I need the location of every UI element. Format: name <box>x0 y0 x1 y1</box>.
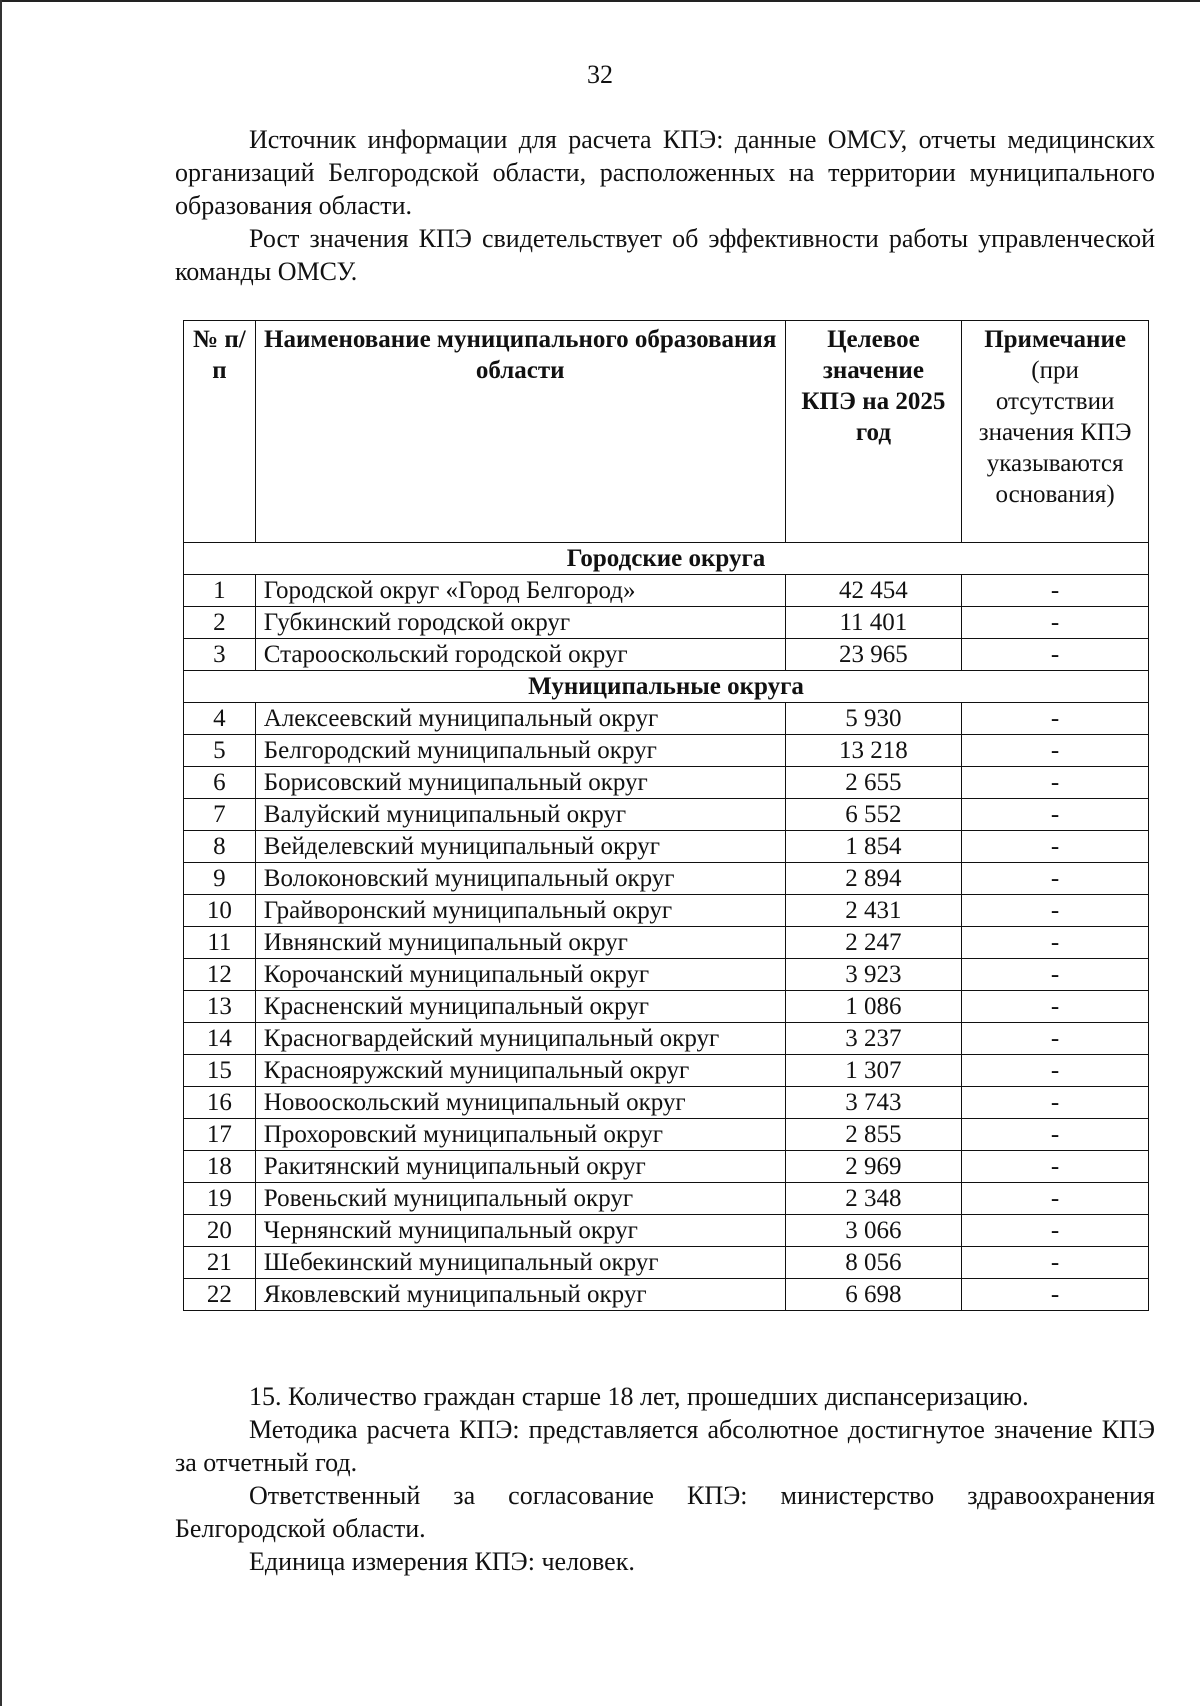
row-target-value: 2 969 <box>785 1151 962 1183</box>
table-row <box>184 1183 1149 1215</box>
row-target-value: 2 894 <box>785 863 962 895</box>
row-note: - <box>962 639 1149 671</box>
row-number: 1 <box>184 575 256 607</box>
row-target-value: 8 056 <box>785 1247 962 1279</box>
row-note: - <box>962 1055 1149 1087</box>
row-target-value: 42 454 <box>785 575 962 607</box>
row-target-value: 6 552 <box>785 799 962 831</box>
table-row <box>184 1023 1149 1055</box>
row-municipality: Шебекинский муниципальный округ <box>255 1247 785 1279</box>
header-note-text: (при отсутствии значения КПЭ указываются основания) <box>978 357 1132 508</box>
row-target-value: 3 923 <box>785 959 962 991</box>
row-number: 18 <box>184 1151 256 1183</box>
table-row <box>184 639 1149 671</box>
row-municipality: Губкинский городской округ <box>255 607 785 639</box>
table-row <box>184 1279 1149 1311</box>
table-row <box>184 767 1149 799</box>
row-municipality: Валуйский муниципальный округ <box>255 799 785 831</box>
row-note: - <box>962 863 1149 895</box>
row-number: 11 <box>184 927 256 959</box>
row-number: 17 <box>184 1119 256 1151</box>
row-municipality: Новооскольский муниципальный округ <box>255 1087 785 1119</box>
table-row <box>184 1119 1149 1151</box>
row-note: - <box>962 1279 1149 1311</box>
table-row <box>184 991 1149 1023</box>
group-row <box>184 671 1149 703</box>
row-municipality: Белгородский муниципальный округ <box>255 735 785 767</box>
row-number: 20 <box>184 1215 256 1247</box>
table-row <box>184 799 1149 831</box>
row-note: - <box>962 735 1149 767</box>
row-target-value: 3 237 <box>785 1023 962 1055</box>
row-target-value: 2 431 <box>785 895 962 927</box>
row-number: 22 <box>184 1279 256 1311</box>
table-row <box>184 735 1149 767</box>
page-number: 32 <box>587 60 613 89</box>
table-row <box>184 959 1149 991</box>
row-number: 4 <box>184 703 256 735</box>
table-row <box>184 895 1149 927</box>
row-note: - <box>962 927 1149 959</box>
row-target-value: 1 854 <box>785 831 962 863</box>
row-note: - <box>962 1023 1149 1055</box>
responsible-paragraph: Ответственный за согласование КПЭ: министерство здравоохранения Белгородской области. <box>175 1481 1155 1543</box>
group-row <box>184 543 1149 575</box>
row-target-value: 3 743 <box>785 1087 962 1119</box>
row-number: 14 <box>184 1023 256 1055</box>
table-row <box>184 575 1149 607</box>
table-row <box>184 1087 1149 1119</box>
row-municipality: Красногвардейский муниципальный округ <box>255 1023 785 1055</box>
row-municipality: Прохоровский муниципальный округ <box>255 1119 785 1151</box>
row-note: - <box>962 575 1149 607</box>
row-note: - <box>962 1151 1149 1183</box>
row-note: - <box>962 1119 1149 1151</box>
row-municipality: Ракитянский муниципальный округ <box>255 1151 785 1183</box>
row-number: 3 <box>184 639 256 671</box>
row-municipality: Ивнянский муниципальный округ <box>255 927 785 959</box>
row-note: - <box>962 831 1149 863</box>
row-number: 21 <box>184 1247 256 1279</box>
group-title: Городские округа <box>184 543 1149 575</box>
row-target-value: 1 086 <box>785 991 962 1023</box>
table-row <box>184 1215 1149 1247</box>
row-note: - <box>962 1215 1149 1247</box>
row-target-value: 2 348 <box>785 1183 962 1215</box>
row-note: - <box>962 895 1149 927</box>
method-paragraph: Методика расчета КПЭ: представляется абсолютное достигнутое значение КПЭ за отчетный год. <box>175 1415 1155 1477</box>
table-row <box>184 831 1149 863</box>
row-target-value: 2 247 <box>785 927 962 959</box>
row-municipality: Ровеньский муниципальный округ <box>255 1183 785 1215</box>
table-row <box>184 607 1149 639</box>
table-row <box>184 703 1149 735</box>
row-number: 19 <box>184 1183 256 1215</box>
table-header-row <box>184 321 1149 543</box>
row-municipality: Чернянский муниципальный округ <box>255 1215 785 1247</box>
row-municipality: Старооскольский городской округ <box>255 639 785 671</box>
row-note: - <box>962 767 1149 799</box>
table-body <box>184 543 1149 1311</box>
unit-paragraph: Единица измерения КПЭ: человек. <box>249 1547 635 1576</box>
row-note: - <box>962 1247 1149 1279</box>
table-row <box>184 1151 1149 1183</box>
row-note: - <box>962 799 1149 831</box>
header-note-title: Примечание <box>984 326 1126 353</box>
row-target-value: 2 655 <box>785 767 962 799</box>
table-row <box>184 863 1149 895</box>
row-number: 2 <box>184 607 256 639</box>
row-number: 16 <box>184 1087 256 1119</box>
row-note: - <box>962 1087 1149 1119</box>
row-number: 6 <box>184 767 256 799</box>
row-target-value: 5 930 <box>785 703 962 735</box>
header-value: Целевое значение КПЭ на 2025 год <box>785 321 962 543</box>
row-number: 8 <box>184 831 256 863</box>
row-target-value: 1 307 <box>785 1055 962 1087</box>
group-title: Муниципальные округа <box>184 671 1149 703</box>
row-note: - <box>962 607 1149 639</box>
row-note: - <box>962 991 1149 1023</box>
row-note: - <box>962 959 1149 991</box>
row-target-value: 6 698 <box>785 1279 962 1311</box>
row-note: - <box>962 1183 1149 1215</box>
row-municipality: Волоконовский муниципальный округ <box>255 863 785 895</box>
header-note <box>962 321 1149 543</box>
row-note: - <box>962 703 1149 735</box>
table-row <box>184 1055 1149 1087</box>
row-municipality: Краснояружский муниципальный округ <box>255 1055 785 1087</box>
growth-paragraph: Рост значения КПЭ свидетельствует об эффективности работы управленческой команды ОМСУ. <box>175 224 1155 286</box>
row-municipality: Красненский муниципальный округ <box>255 991 785 1023</box>
scan-edge-left <box>0 0 2 1706</box>
row-number: 5 <box>184 735 256 767</box>
row-number: 9 <box>184 863 256 895</box>
table-row <box>184 927 1149 959</box>
row-target-value: 13 218 <box>785 735 962 767</box>
row-number: 7 <box>184 799 256 831</box>
row-target-value: 3 066 <box>785 1215 962 1247</box>
source-paragraph: Источник информации для расчета КПЭ: данные ОМСУ, отчеты медицинских организаций Белгородской области, расположенных на территории муниципального образования области. <box>175 125 1155 220</box>
row-municipality: Борисовский муниципальный округ <box>255 767 785 799</box>
row-target-value: 2 855 <box>785 1119 962 1151</box>
row-target-value: 11 401 <box>785 607 962 639</box>
header-num: № п/п <box>184 321 256 543</box>
row-number: 13 <box>184 991 256 1023</box>
row-target-value: 23 965 <box>785 639 962 671</box>
row-municipality: Алексеевский муниципальный округ <box>255 703 785 735</box>
row-municipality: Вейделевский муниципальный округ <box>255 831 785 863</box>
row-municipality: Яковлевский муниципальный округ <box>255 1279 785 1311</box>
header-name: Наименование муниципального образования области <box>255 321 785 543</box>
row-municipality: Городской округ «Город Белгород» <box>255 575 785 607</box>
row-number: 12 <box>184 959 256 991</box>
kpe-table <box>183 320 1149 1311</box>
scan-edge-top <box>0 0 1200 2</box>
item-15-title: 15. Количество граждан старше 18 лет, прошедших диспансеризацию. <box>249 1382 1029 1411</box>
row-number: 15 <box>184 1055 256 1087</box>
row-number: 10 <box>184 895 256 927</box>
row-municipality: Корочанский муниципальный округ <box>255 959 785 991</box>
table-row <box>184 1247 1149 1279</box>
row-municipality: Грайворонский муниципальный округ <box>255 895 785 927</box>
